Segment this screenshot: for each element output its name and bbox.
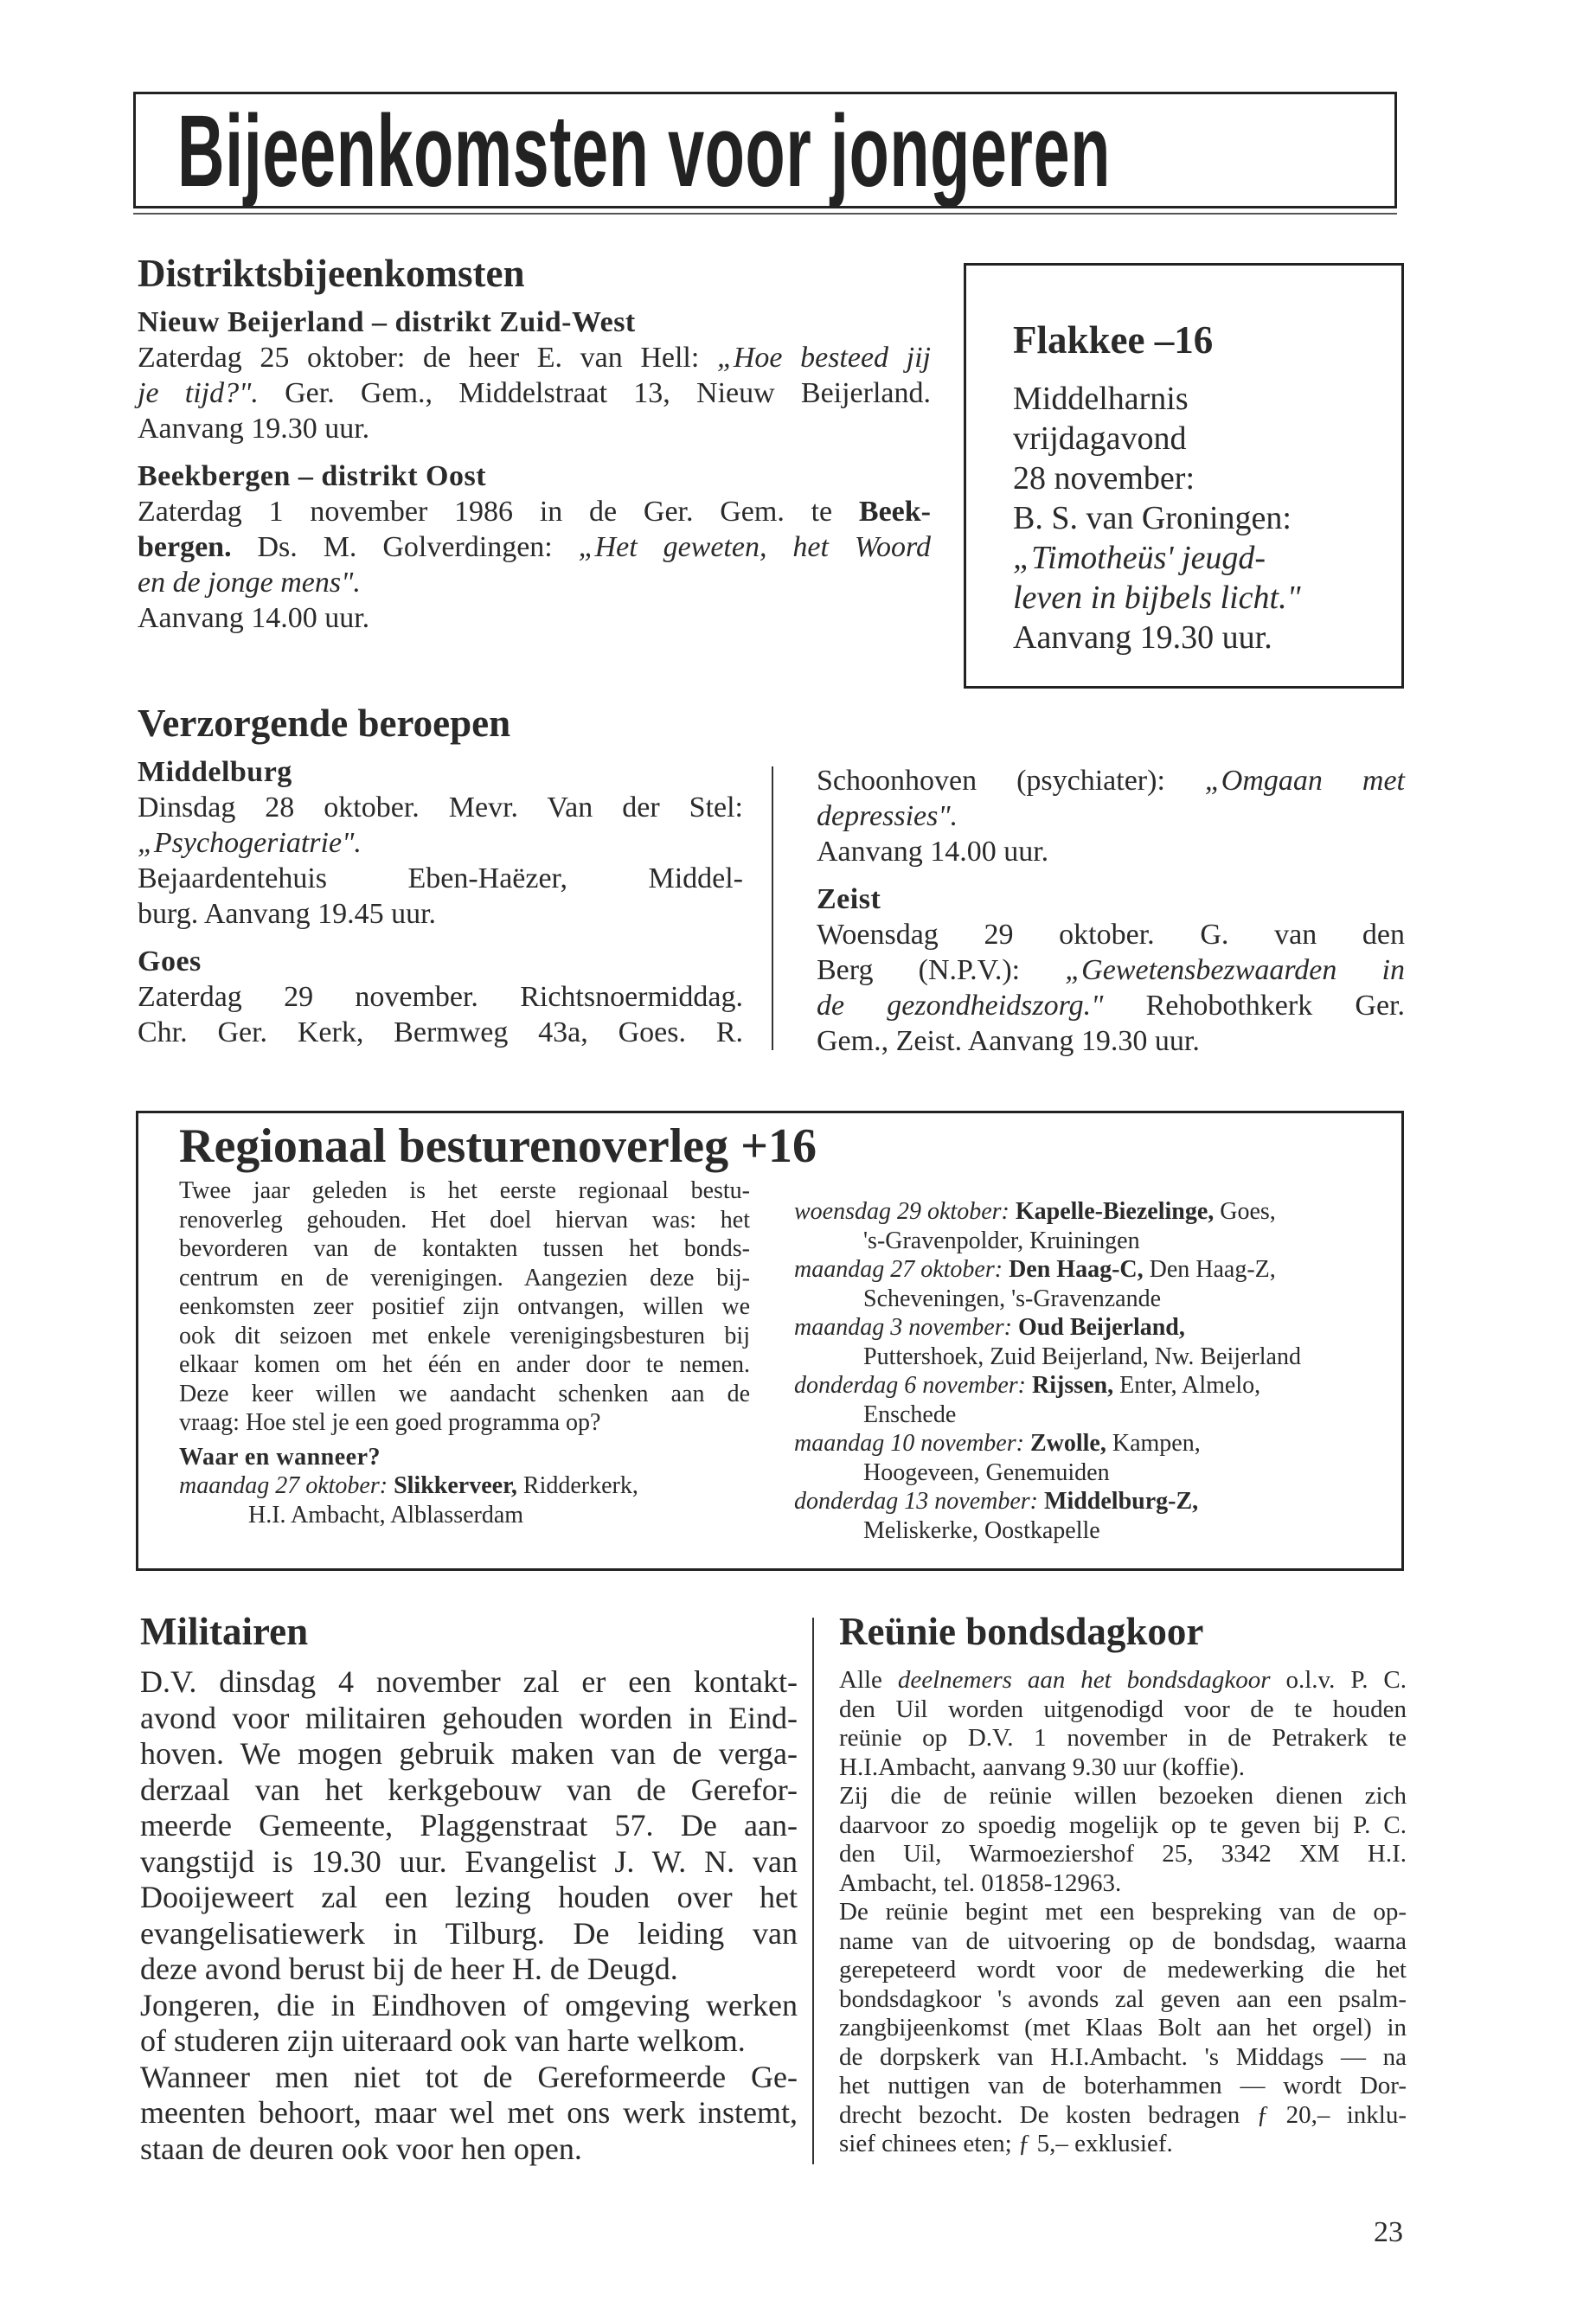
text: Kampen, <box>1106 1430 1201 1457</box>
text: D.V. dinsdag 4 november zal er een kontakt- <box>140 1664 798 1699</box>
text: Enschede <box>863 1400 957 1428</box>
text: 28 november: <box>1013 460 1195 497</box>
text-line <box>179 1292 750 1322</box>
text-line <box>140 2095 798 2131</box>
text-line <box>794 1458 1348 1488</box>
bold-text: Middelburg-Z, <box>1044 1488 1199 1515</box>
text: Beekbergen – distrikt Oost <box>138 460 487 492</box>
text: vrijdagavond <box>1013 420 1187 457</box>
text-line <box>138 896 743 932</box>
text-line <box>839 1666 1407 1695</box>
text: Woensdag 29 oktober. G. van den <box>817 919 1405 951</box>
text-line <box>140 2023 798 2060</box>
text-line <box>138 565 931 600</box>
text-line <box>839 1898 1407 1927</box>
regionaal-left <box>179 1176 750 1529</box>
text: Den Haag-Z, <box>1143 1256 1276 1283</box>
page-title: Bijeenkomsten voor jongeren <box>177 94 1111 208</box>
bold-text: Kapelle-Biezelinge, <box>1015 1198 1215 1225</box>
text-line <box>138 600 931 636</box>
flakkee-body <box>1013 379 1376 657</box>
text: Aanvang 19.30 uur. <box>1013 619 1272 656</box>
text: Ds. M. Golverdingen: <box>231 531 579 563</box>
text: Waar en wanneer? <box>179 1443 381 1471</box>
text-line <box>1013 379 1376 419</box>
text-line <box>179 1176 750 1206</box>
text: Hoogeveen, Genemuiden <box>863 1458 1110 1486</box>
text: derzaal van het kerkgebouw van de Gerefor- <box>140 1772 798 1807</box>
text: H.I. Ambacht, Alblasserdam <box>248 1501 524 1529</box>
subheading <box>179 1443 750 1472</box>
bold-text: Slikkerveer, <box>394 1472 517 1499</box>
text: Enter, Almelo, <box>1113 1372 1261 1399</box>
text-line <box>179 1501 750 1530</box>
text-line <box>839 1869 1407 1899</box>
text: Zaterdag 29 november. Richtsnoermiddag. <box>138 981 743 1013</box>
text: hoven. We mogen gebruik maken van de verga- <box>140 1736 798 1771</box>
text: Meliskerke, Oostkapelle <box>863 1516 1100 1544</box>
text-line <box>140 2131 798 2168</box>
text: Ambacht, tel. 01858-12963. <box>839 1868 1122 1897</box>
text-line <box>140 1952 798 1988</box>
text: bondsdagkoor 's avonds zal geven aan een psalm- <box>839 1984 1407 2013</box>
italic-text: maandag 10 november: <box>794 1430 1030 1457</box>
text-line <box>839 2101 1407 2131</box>
italic-text: donderdag 6 november: <box>794 1372 1033 1399</box>
reunie-heading: Reünie bondsdagkoor <box>839 1610 1204 1653</box>
text: vangstijd is 19.30 uur. Evangelist J. W. N. van <box>140 1843 798 1879</box>
text-line <box>140 2060 798 2096</box>
text: Gem., Zeist. Aanvang 19.30 uur. <box>817 1025 1200 1057</box>
text: burg. Aanvang 19.45 uur. <box>138 898 437 930</box>
text: Middelharnis <box>1013 381 1189 417</box>
text: eenkomsten zeer positief zijn ontvangen, willen we <box>179 1293 750 1320</box>
bold-text: Beek- <box>858 496 931 528</box>
column-divider <box>812 1618 814 2164</box>
text-line <box>794 1487 1348 1516</box>
text-line <box>1013 618 1376 657</box>
subheading <box>817 881 1405 917</box>
militairen-body <box>140 1664 798 2167</box>
regionaal-heading: Regionaal besturenoverleg +16 <box>179 1119 817 1173</box>
text: Zeist <box>817 883 881 915</box>
text: Aanvang 19.30 uur. <box>138 413 370 445</box>
text-line <box>140 1916 798 1952</box>
text: centrum en de verenigingen. Aangezien deze bij- <box>179 1264 750 1292</box>
text: vraag: Hoe stel je een goed programma op? <box>179 1409 601 1436</box>
text: Rehobothkerk Ger. <box>1103 990 1405 1022</box>
text-line <box>1013 578 1376 618</box>
text-line <box>140 1988 798 2024</box>
text: Twee jaar geleden is het eerste regionaal bestu- <box>179 1177 750 1204</box>
italic-text: maandag 27 oktober: <box>794 1256 1010 1283</box>
text: Ger. Gem., Middelstraat 13, Nieuw Beijerland. <box>258 377 932 409</box>
text-line <box>1013 419 1376 458</box>
text: ook dit seizoen met enkele verenigingsbesturen bij <box>179 1322 750 1349</box>
text-line <box>794 1197 1348 1227</box>
text-line <box>817 763 1405 798</box>
text-line <box>839 2043 1407 2073</box>
text-line <box>138 979 743 1015</box>
italic-text: „Het geweten, het Woord <box>578 531 931 563</box>
text-line <box>140 1808 798 1844</box>
text-line <box>138 340 931 375</box>
text: bevorderen van de kontakten tussen het bonds- <box>179 1235 750 1262</box>
text-line <box>839 1956 1407 1985</box>
distrikt-body <box>138 304 931 636</box>
text-line <box>839 1811 1407 1841</box>
italic-text: maandag 3 november: <box>794 1314 1018 1341</box>
italic-text: „Psychogeriatrie". <box>138 827 362 859</box>
text: B. S. van Groningen: <box>1013 500 1292 536</box>
regionaal-right <box>794 1197 1348 1545</box>
bold-text: Oud Beijerland, <box>1017 1314 1185 1341</box>
text: Bejaardentehuis Eben-Haëzer, Middel- <box>138 862 743 894</box>
text: Puttershoek, Zuid Beijerland, Nw. Beijerland <box>863 1343 1301 1370</box>
bold-text: Rijssen, <box>1032 1372 1114 1399</box>
italic-text: deelnemers aan het bondsdagkoor <box>897 1666 1271 1694</box>
text: Zaterdag 1 november 1986 in de Ger. Gem. te <box>138 496 859 528</box>
subheading <box>138 754 743 790</box>
text: Zaterdag 25 oktober: de heer E. van Hell: <box>138 342 717 374</box>
text: het nuttigen van de boterhammen — wordt Dor- <box>839 2072 1407 2099</box>
text: meerde Gemeente, Plaggenstraat 57. De aan- <box>140 1808 798 1843</box>
text-line <box>839 1724 1407 1753</box>
text-line <box>839 1695 1407 1725</box>
text-line <box>1013 498 1376 538</box>
text: evangelisatiewerk in Tilburg. De leiding van <box>140 1915 798 1951</box>
italic-text: maandag 27 oktober: <box>179 1472 394 1499</box>
text: den Uil, Warmoeziershof 25, 3342 XM H.I. <box>839 1840 1407 1868</box>
reunie-body <box>839 1666 1407 2159</box>
text: den Uil worden uitgenodigd voor de te houden <box>839 1695 1407 1723</box>
text-line <box>817 1023 1405 1059</box>
text: 's-Gravenpolder, Kruiningen <box>863 1227 1140 1254</box>
italic-text: je tijd?". <box>138 377 259 409</box>
italic-text: woensdag 29 oktober: <box>794 1198 1016 1225</box>
text: Berg (N.P.V.): <box>817 954 1066 986</box>
text: reünie op D.V. 1 november in de Petrakerk te <box>839 1724 1407 1752</box>
text-line <box>817 834 1405 869</box>
text: Chr. Ger. Kerk, Bermweg 43a, Goes. R. <box>138 1016 743 1048</box>
text-line <box>179 1234 750 1264</box>
text: Deze keer willen we aandacht schenken aan de <box>179 1380 750 1407</box>
text: Aanvang 14.00 uur. <box>138 602 370 634</box>
verzorgend-heading: Verzorgende beroepen <box>138 702 511 745</box>
text-line <box>140 1736 798 1772</box>
text-line <box>138 790 743 825</box>
text-line <box>794 1343 1348 1372</box>
text: name van de uitvoering op de bondsdag, waarna <box>839 1926 1407 1955</box>
text-line <box>138 1015 743 1050</box>
column-divider <box>772 766 773 1050</box>
text-line <box>794 1516 1348 1546</box>
italic-text: en de jonge mens". <box>138 567 361 599</box>
text-line <box>138 861 743 896</box>
distrikt-heading: Distriktsbijeenkomsten <box>138 252 525 295</box>
text-line <box>794 1429 1348 1458</box>
text: Aanvang 14.00 uur. <box>817 836 1049 868</box>
text: staan de deuren ook voor hen open. <box>140 2131 582 2166</box>
text-line <box>140 1664 798 1701</box>
italic-text: donderdag 13 november: <box>794 1488 1045 1515</box>
title-box <box>133 92 1397 208</box>
verzorgend-left <box>138 754 743 1050</box>
text-line <box>138 825 743 861</box>
text-line <box>794 1371 1348 1400</box>
italic-text: de gezondheidszorg." <box>817 990 1104 1022</box>
text: o.l.v. P. C. <box>1270 1666 1407 1694</box>
text-line <box>839 2130 1407 2159</box>
text: Middelburg <box>138 756 292 788</box>
text: renoverleg gehouden. Het doel hiervan was: het <box>179 1206 750 1234</box>
text: avond voor militairen gehouden worden in Eind- <box>140 1700 798 1735</box>
bold-text: Den Haag-C, <box>1009 1256 1144 1283</box>
verzorgend-right <box>817 763 1405 1059</box>
italic-text: depressies". <box>817 800 958 832</box>
italic-text: „Hoe besteed jij <box>716 342 931 374</box>
text: Schoonhoven (psychiater): <box>817 765 1205 797</box>
text: sief chinees eten; ƒ 5,– exklusief. <box>839 2130 1173 2157</box>
text-line <box>839 1985 1407 2015</box>
text-line <box>138 411 931 446</box>
text: Ridderkerk, <box>516 1472 638 1499</box>
bold-text: bergen. <box>138 531 232 563</box>
militairen-heading: Militairen <box>140 1610 309 1653</box>
text-line <box>794 1227 1348 1256</box>
text: Jongeren, die in Eindhoven of omgeving werken <box>140 1987 798 2022</box>
text-line <box>839 2014 1407 2043</box>
text-line <box>817 988 1405 1023</box>
text: meenten behoort, maar wel met ons werk instemt, <box>140 2095 798 2130</box>
text-line <box>794 1285 1348 1314</box>
text-line <box>179 1264 750 1293</box>
text-line <box>1013 538 1376 578</box>
text-line <box>839 1840 1407 1869</box>
text: Goes <box>138 945 202 977</box>
text-line <box>817 917 1405 952</box>
text: elkaar komen om het één en ander door te nemen. <box>179 1351 750 1378</box>
italic-text: leven in bijbels licht." <box>1013 580 1301 616</box>
text-line <box>140 1880 798 1916</box>
text: zangbijeenkomst (met Klaas Bolt aan het orgel) in <box>839 2014 1407 2041</box>
text: de dorpskerk van H.I.Ambacht. 's Middags — na <box>839 2042 1407 2071</box>
text: of studeren zijn uiteraard ook van harte welkom. <box>140 2023 746 2058</box>
bold-text: Zwolle, <box>1029 1430 1106 1457</box>
italic-text: „Omgaan met <box>1204 765 1405 797</box>
text: daarvoor zo spoedig mogelijk op te geven bij P. C. <box>839 1811 1407 1839</box>
text-line <box>138 529 931 565</box>
text-line <box>179 1206 750 1235</box>
text: drecht bezocht. De kosten bedragen ƒ 20,– inklu- <box>839 2100 1407 2129</box>
page-number: 23 <box>1374 2216 1403 2248</box>
text: Wanneer men niet tot de Gereformeerde Ge- <box>140 2059 798 2094</box>
text-line <box>179 1322 750 1351</box>
text: Dooijeweert zal een lezing houden over het <box>140 1880 798 1914</box>
text-line <box>179 1471 750 1501</box>
text-line <box>839 1927 1407 1957</box>
subheading <box>138 304 931 340</box>
subheading <box>138 944 743 979</box>
text-line <box>179 1350 750 1380</box>
text-line <box>794 1313 1348 1343</box>
text-line <box>138 494 931 529</box>
text-line <box>179 1380 750 1409</box>
text-line <box>138 375 931 411</box>
text-line <box>839 2072 1407 2101</box>
text-line <box>839 1753 1407 1783</box>
text-line <box>817 798 1405 834</box>
title-underline <box>133 213 1397 215</box>
italic-text: „Timotheüs' jeugd- <box>1013 540 1266 576</box>
text: De reünie begint met een bespreking van de op- <box>839 1898 1407 1926</box>
text-line <box>794 1400 1348 1430</box>
text: Nieuw Beijerland – distrikt Zuid-West <box>138 306 636 338</box>
text-line <box>140 1844 798 1881</box>
text-line <box>140 1701 798 1737</box>
text: gerepeteerd wordt voor de medewerking die het <box>839 1956 1407 1984</box>
text: Dinsdag 28 oktober. Mevr. Van der Stel: <box>138 792 743 824</box>
text: deze avond berust bij de heer H. de Deugd. <box>140 1952 678 1986</box>
text-line <box>839 1782 1407 1811</box>
text: Scheveningen, 's-Gravenzande <box>863 1285 1162 1312</box>
text-line <box>179 1408 750 1438</box>
text-line <box>817 952 1405 988</box>
text-line <box>794 1255 1348 1285</box>
subheading <box>138 458 931 494</box>
text-line <box>140 1772 798 1809</box>
text: Alle <box>839 1666 898 1694</box>
italic-text: „Gewetensbezwaarden in <box>1065 954 1405 986</box>
text: Goes, <box>1214 1198 1276 1225</box>
text-line <box>1013 458 1376 498</box>
text: H.I.Ambacht, aanvang 9.30 uur (koffie). <box>839 1753 1245 1781</box>
flakkee-heading: Flakkee –16 <box>1013 318 1214 362</box>
text: Zij die de reünie willen bezoeken dienen zich <box>839 1782 1407 1810</box>
